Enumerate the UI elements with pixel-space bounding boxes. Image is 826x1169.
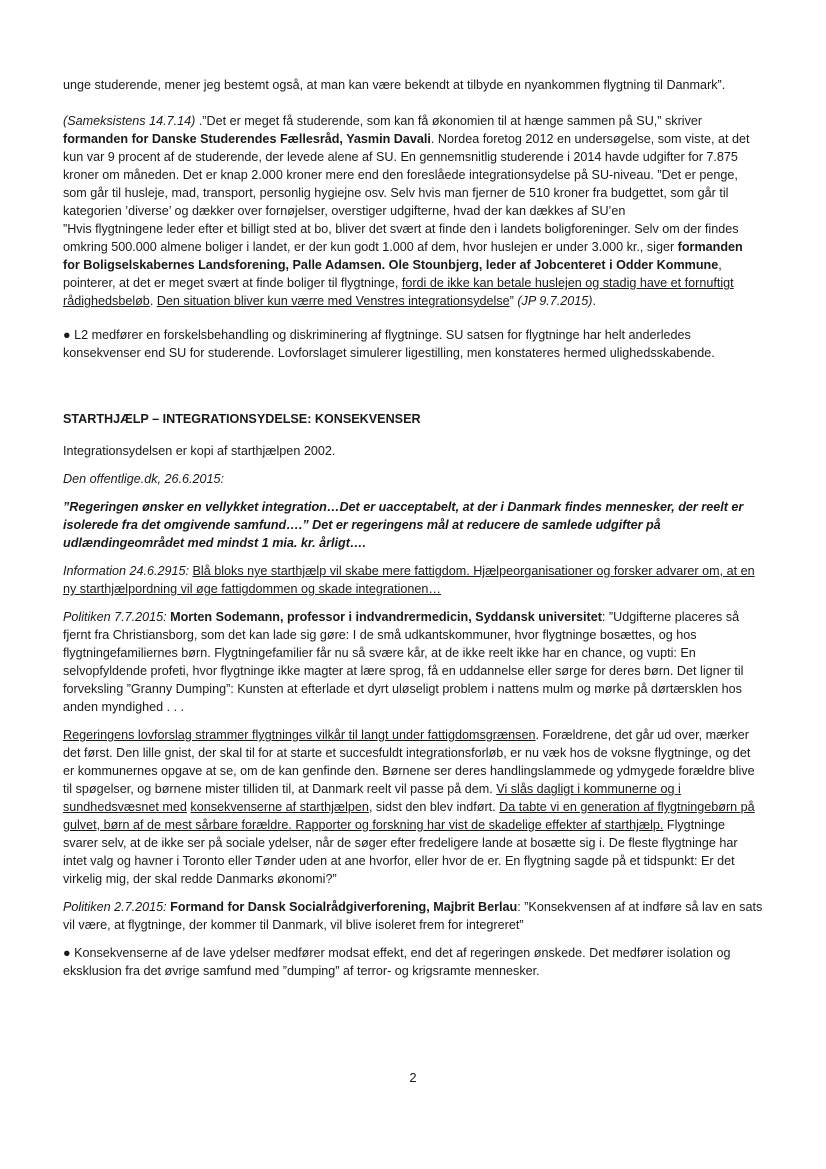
source-citation: (JP 9.7.2015) [517,294,593,308]
text-run: . [592,294,596,308]
source-citation: Politiken 7.7.2015: [63,610,167,624]
text-run: : ”Konsekvensen af at indføre så lav en sats vil være, at flygtninge, der kommer til Danmark, vil blive isoleret frem for integreret” [63,900,763,932]
text-run: . Nordea foretog 2012 en undersøgelse, som viste, at det kun var 9 procent af de studerende, der levede alene af SU. En gennemsnitlig studerende i 2014 havde udgifter for 7.875 kroner om måneden. Det er knap 2.000 kroner mere end den foreslåede integrationsydelse på SU-niveau. ”Det er penge, som går til husleje, mad, transport, personlig hygiejne osv. Selv hvis man fjerner de 510 kroner fra budgettet, som går til kategorien ’diverse’ og dækker over fornøjelser, overstiger udgifterne, hvad der kan dækkes af SU’en [63,132,750,218]
quote-paragraph: ”Regeringen ønsker en vellykket integration…Det er uacceptabelt, at der i Danmark findes mennesker, der reelt er isolerede fra det omgivende samfund….” Det er regeringens mål at reducere de samlede udgifter på udlændingeområdet med mindst 1 mia. kr. årligt…. [63,500,744,550]
text-run: ”Hvis flygtningene leder efter et billigt sted at bo, bliver det svært at finde den i landets boligforeninger. Selv om der findes omkring 500.000 almene boliger i landet, er der kun godt 1.000 af dem, hvor huslejen er under 3.000 kr., siger [63,222,739,254]
underlined-text: Da tabte vi en generation af flygtningebørn på gulvet, børn af de mest sårbare forældre. Rapporter og forskning har vist de skadelige effekter af starthjælp. [63,800,755,832]
paragraph-politiken-sodemann [63,608,763,716]
paragraph-information [63,562,763,598]
text-run: , sidst den blev indført. [368,800,500,814]
text-run: . [149,294,157,308]
text-run: .”Det er meget få studerende, som kan få økonomien til at hænge sammen på SU,” skriver [195,114,703,128]
underlined-text: Regeringens lovforslag strammer flygtninges vilkår til langt under fattigdomsgrænsen [63,728,536,742]
bullet-paragraph: ● Konsekvenserne af de lave ydelser medfører modsat effekt, end det af regeringen ønskede. Det medfører isolation og eksklusion fra det øvrige samfund med ”dumping” af terror- og krigsramte mennesker. [63,946,731,978]
underlined-text: Den situation bliver kun værre med Venstres integrationsydelse [156,294,510,308]
text-run: ” [509,294,518,308]
section-heading: STARTHJÆLP – INTEGRATIONSYDELSE: KONSEKVENSER [63,412,421,426]
paragraph-lovforslag [63,726,763,888]
underlined-text: Vi slås dagligt i kommunerne og i sundhedsvæsnet med [63,782,681,814]
source-citation: Information 24.6.2915: [63,564,190,578]
page-number: 2 [409,1070,417,1085]
paragraph: Integrationsydelsen er kopi af starthjælpen 2002. [63,444,336,458]
paragraph-politiken-berlau [63,898,763,934]
text-run: , pointerer, at det er meget svært at finde boliger til flygtninge, [63,258,722,290]
page-body [63,76,763,980]
text-run: Flygtninge svarer selv, at de ikke ser på sociale ydelser, når de søger efter fredeligere lande at bosætte sig i. De fleste flygtninge har intet valg og havner i Toronto eller Tønder uden at ane hvorfor, eller hvor de er. En flygtning sagde på et tidspunkt: Er det virkelig mig, der skal redde Danmarks økonomi?” [63,818,738,886]
bold-speaker: formanden for Boligselskabernes Landsforening, Palle Adamsen. Ole Stounbjerg, leder af Jobcenteret i Odder Kommune [63,240,743,272]
underlined-text: Blå bloks nye starthjælp vil skabe mere fattigdom. Hjælpeorganisationer og forsker advarer om, at en ny starthjælpordning vil øge fattigdommen og skade integrationen… [63,564,755,596]
bold-speaker: Morten Sodemann, professor i indvandrermedicin, Syddansk universitet [170,610,602,624]
paragraph-continuation: unge studerende, mener jeg bestemt også, at man kan være bekendt at tilbyde en nyankommen flygtning til Danmark”. [63,78,726,92]
text-run: . Forældrene, det går ud over, mærker det først. Den lille gnist, der skal til for at starte et succesfuldt integrationsforløb, er nu væk hos de voksne flygtninge, og det er kommunernes opgave at se, om de kan genfinde den. Børnene ser deres handlingslammede og ydmygede forældre blive til spøgelser, og børnene mister tilliden til, at Danmark reelt vil passe på dem. [63,728,755,796]
bullet-paragraph: ● L2 medfører en forskelsbehandling og diskriminering af flygtninge. SU satsen for flygtninge har helt anderledes konsekvenser end SU for studerende. Lovforslaget simulerer ligestilling, men konstateres hermed ulighedsskabende. [63,328,715,360]
underlined-text: fordi de ikke kan betale huslejen og stadig have et fornuftigt rådighedsbeløb [63,276,734,308]
underlined-text: konsekvenserne af starthjælpen [190,800,369,814]
text-run: : ”Udgifterne placeres så fjernt fra Christiansborg, som det kan lade sig gøre: I de små udkantskommuner, hvor flygtninge bosættes, og hos flygtningefamiliernes børn. Flygtningefamilier får nu så svære kår, at de ikke reelt ikke har en chance, og vupti: En selvopfyldende profeti, hvor flygtninge ikke magter at lære sprog, få en uddannelse eller sørge for deres børn. Det ligner til forveksling ”Granny Dumping”: Kunsten at efterlade et dyrt uløseligt problem i nattens mulm og mørke på dørtærsklen hos anden myndighed . . . [63,610,744,714]
bold-speaker: formanden for Danske Studerendes Fællesråd, Yasmin Davali [63,132,431,146]
bold-speaker: Formand for Dansk Socialrådgiverforening, Majbrit Berlau [170,900,518,914]
source-citation: Den offentlige.dk, 26.6.2015: [63,472,225,486]
source-citation: Politiken 2.7.2015: [63,900,167,914]
source-citation: (Sameksistens 14.7.14) [63,114,196,128]
paragraph-su-quote [63,112,763,310]
